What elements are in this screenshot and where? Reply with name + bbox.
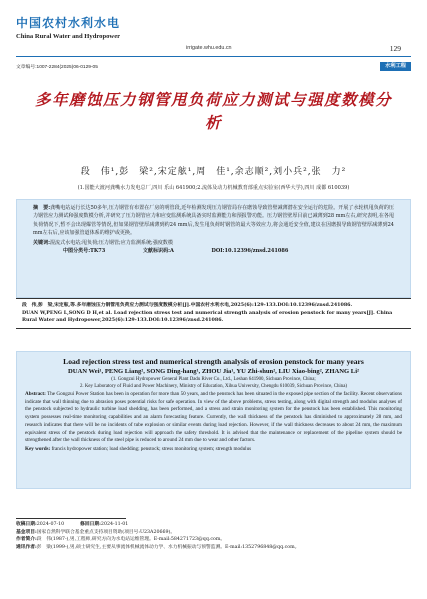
keywords-en-label: Key words:	[25, 445, 51, 452]
clc-field	[63, 248, 105, 254]
abstract-en-label: Abstract:	[25, 391, 46, 397]
author-bio-label: 作者简介:	[16, 537, 37, 543]
abstract-cn-label: 摘 要:	[33, 205, 51, 211]
clc-label: 中图分类号:	[63, 248, 91, 255]
corresponding-label: 通讯作者:	[16, 544, 37, 550]
journal-url[interactable]: irrigate.whu.edu.cn	[186, 45, 232, 51]
citation-cn-authors: 段 伟,彭 梁,宋定舷,等.	[22, 302, 77, 308]
revised-label: 修回日期:	[80, 522, 101, 527]
journal-title-en: China Rural Water and Hydropower	[16, 33, 121, 40]
article-title-en: Load rejection stress test and numerical strength analysis of erosion penstock for many years	[63, 357, 364, 366]
header-rule	[16, 56, 411, 57]
footnote-fund	[16, 529, 411, 537]
doi-value[interactable]: 10.12396/znsd.241086	[224, 248, 289, 255]
authors-cn: 段 伟¹,彭 梁²,宋定舷¹,周 佳¹,余志顺²,刘小兵²,张 力²	[80, 167, 347, 177]
author-bio-text: 段 伟(1987-),男,工程师,研究方向为水电站运维管理。E-mail:584271723@qq.com。	[36, 537, 226, 543]
abstract-cn	[33, 204, 394, 238]
page-number: 129	[389, 44, 401, 53]
affiliations-cn: (1.国能大渡河龚嘴水力发电总厂,四川 乐山 641900;2.流体及动力机械教育部重点实验室(西华大学),四川 成都 610039)	[77, 185, 350, 191]
footnote-corresponding	[16, 544, 411, 552]
page-header	[16, 4, 411, 58]
meta-row	[16, 63, 411, 72]
footnote-dates	[16, 521, 411, 529]
corresponding-text: 彭 梁(1999-),男,硕士研究生,主要从事流体机械流体动力学、水力机械振动与预警监测。E-mail:1352796848@qq.com。	[36, 544, 300, 550]
keywords-cn	[33, 239, 394, 247]
abstract-cn-text: 龚嘴电站运行长达50多年,压力钢管有布置在厂房的明管段,近年检测发现压力钢管局存在磨蚀导致管壁减薄潜在安全运行的危险。开展了水轮机甩负荷的压力钢管应力测试和强度数模分析,并研究了压力钢管应力和应变监测系统具备实时监测能力和预报警功能。压力钢管壁厚目前已减薄到28 mm左右,研究表明,在各甩负荷情况下,暂不会出现爆管等情况,但如果钢管壁厚减薄到约24 mm后,发生甩负荷时钢管的最大等效应力,将会通近安全值,建议在因磨损导致钢管壁厚减薄到24 mm左右后,应该加强管道体系的维护或更换。	[33, 205, 394, 237]
affiliation-en-1: (1. Gongzui Hydropower General Plant Dadu River Co., Ltd., Leshan 641900, Sichuan Province, China;	[111, 377, 316, 382]
abstract-en-text: The Gongzui Power Station has been in operation for more than 50 years, and the penstock has been situated in the exposed pipe section of the facility. Recent observations indicate that wall thinning due to abrasion poses potential risks for safe operation. In view of the above problems, stress testing, along with digital strength and modulus analyses of the penstock subjected to hydraulic turbine load shedding, has been performed, and a stress and strain monitoring system for the penstock has been established. This monitoring system possesses real-time monitoring capabilities and an alarm forecasting feature. Currently, the wall thickness of the penstock has diminished to approximately 28 mm, and research indicates that there will be no incidents of tube explosion or similar events during load rejection. However, if the wall thickness decreases to about 24 mm, the maximum equivalent stress of the penstock during load rejection will approach the safety threshold. It is advised that the maintenance or replacement of the pipeline system should be strengthened after the wall thickness of the steel pipe is reduced to around 24 mm due to wear and other factors.	[25, 391, 402, 444]
doc-code-value: A	[170, 248, 174, 255]
citation-cn	[22, 302, 405, 310]
doc-code-field	[143, 248, 174, 254]
clc-value: TK73	[90, 248, 106, 255]
abstract-cn-box	[16, 199, 411, 298]
citation-en: DUAN W,PENG L,SONG D H,et al. Load rejection stress test and numerical strength analysis of erosion penstock for many years[J]. China Rural Water and Hydropower,2025(6):129-133.DOI:10.12396/znsd.241086.	[22, 309, 393, 324]
journal-title-cn: 中国农村水利水电	[16, 16, 121, 30]
fund-text: 国家自然科学联合基金重点支持项目资助(项目号:U23A20669)。	[36, 529, 176, 535]
section-badge: 水利工程	[380, 62, 411, 71]
footnotes	[16, 521, 411, 551]
fund-label: 基金项目:	[16, 529, 37, 535]
article-number: 文章编号:1007-2284(2025)06-0129-05	[16, 65, 98, 70]
authors-en: DUAN Wei¹, PENG Liang², SONG Ding-hang¹, ZHOU Jia¹, YU Zhi-shun², LIU Xiao-bing², ZHANG Li²	[67, 368, 359, 375]
affiliation-en-2: 2. Key Laboratory of Fluid and Power Machinery, Ministry of Education, Xihua University, Chengdu 610039, Sichuan Province, China)	[79, 384, 348, 389]
doi-label: DOI:	[211, 248, 225, 255]
article-title-cn: 多年磨蚀压力钢管甩负荷应力测试与强度数模分析	[34, 90, 392, 132]
keywords-en	[25, 446, 402, 454]
received-label: 收稿日期:	[16, 522, 37, 527]
footnote-author	[16, 536, 411, 544]
keywords-en-text: francis hydropower station; load shedding; penstock; stress monitoring system; strength modulus	[51, 445, 252, 452]
footnote-rule	[16, 518, 126, 519]
keywords-cn-label: 关键词:	[33, 239, 51, 246]
classification-row	[33, 247, 394, 255]
keywords-cn-text: 混流式水电站;甩负荷;压力钢管;应力监测系统;强度数模	[50, 239, 173, 246]
english-abstract-box	[16, 351, 411, 489]
doi-field	[212, 248, 289, 254]
citation-block	[16, 298, 411, 329]
revised-date: 2024-11-01	[100, 522, 129, 527]
citation-cn-text: 多年磨蚀压力钢管甩负荷应力测试与强度数模分析[J].中国农村水利水电,2025(6):129-133.DOI:10.12396/znsd.241086.	[76, 302, 353, 308]
received-date: 2024-07-10	[36, 522, 65, 527]
doc-code-label: 文献标识码:	[142, 248, 170, 255]
abstract-en	[25, 391, 402, 445]
